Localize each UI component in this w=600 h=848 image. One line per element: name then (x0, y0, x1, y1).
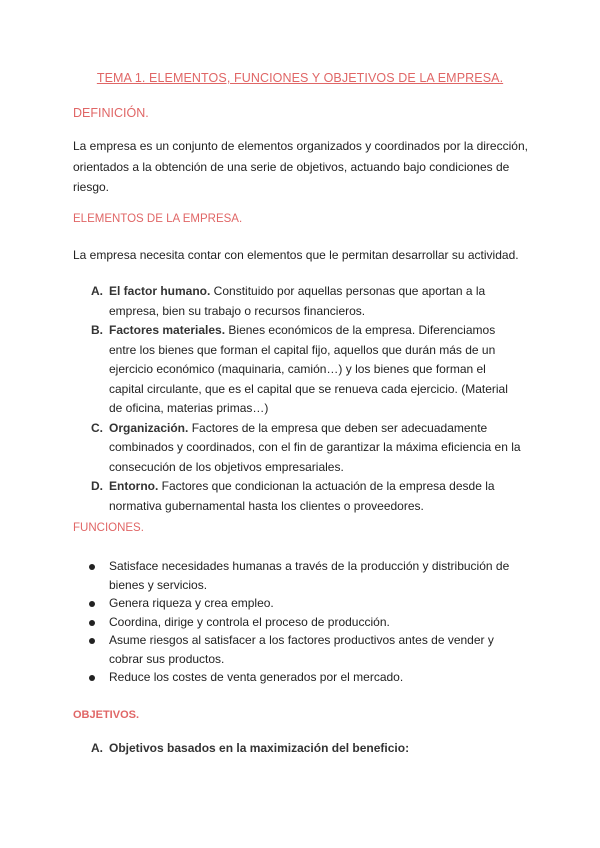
list-marker: D. (91, 479, 103, 493)
document-title: TEMA 1. ELEMENTOS, FUNCIONES Y OBJETIVOS DE LA EMPRESA. (96, 71, 504, 85)
bullet-icon (89, 675, 95, 681)
elementos-intro: La empresa necesita contar con elementos que le permitan desarrollar su actividad. (73, 248, 519, 262)
item-text: Factores que condicionan la actuación de la empresa desde la normativa gubernamental hasta los clientes o proveedores. (109, 479, 495, 513)
item-text: Genera riqueza y crea empleo. (109, 596, 274, 610)
item-term: El factor humano. (109, 284, 211, 298)
list-marker: B. (91, 323, 103, 337)
heading-definicion: DEFINICIÓN. (73, 106, 149, 120)
list-marker: A. (91, 284, 103, 298)
bullet-icon (89, 620, 95, 626)
definicion-paragraph: La empresa es un conjunto de elementos organizados y coordinados por la dirección, orientados a la obtención de una serie de objetivos, actuando bajo condiciones de riesgo. (73, 139, 528, 194)
item-text: Objetivos basados en la maximización del beneficio: (109, 741, 410, 755)
bullet-icon (89, 638, 95, 644)
list-item (73, 282, 523, 321)
list-item (73, 668, 513, 687)
list-item (73, 321, 523, 419)
list-marker: C. (91, 420, 103, 435)
item-text: Bienes económicos de la empresa. Diferenciamos entre los bienes que forman el capital fijo, aquellos que durán más de un ejercicio económico (maquinaria, camión…) y los bienes que forman el capital circulante, que es el capital que se renueva cada ejercicio. (Material de oficina, materias primas…) (109, 323, 508, 415)
list-item (73, 419, 523, 478)
bullet-icon (89, 601, 95, 607)
list-item (73, 613, 513, 632)
item-term: Factores materiales. (109, 323, 226, 337)
item-text: Asume riesgos al satisfacer a los factores productivos antes de vender y cobrar sus productos. (109, 633, 494, 666)
heading-objetivos: OBJETIVOS. (73, 709, 140, 721)
list-item (73, 477, 523, 516)
funciones-list (73, 557, 513, 687)
item-text: Satisface necesidades humanas a través de la producción y distribución de bienes y servicios. (109, 559, 510, 592)
item-text: Coordina, dirige y controla el proceso de producción. (109, 614, 390, 629)
item-term: Organización. (109, 420, 189, 435)
list-item (73, 594, 513, 613)
item-term: Entorno. (109, 479, 159, 493)
item-text: Constituido por aquellas personas que aportan a la empresa, bien su trabajo o recursos financieros. (109, 284, 486, 318)
list-item (73, 631, 513, 668)
heading-elementos: ELEMENTOS DE LA EMPRESA. (73, 213, 243, 225)
heading-funciones: FUNCIONES. (73, 522, 144, 534)
item-text: Reduce los costes de venta generados por el mercado. (109, 670, 404, 684)
bullet-icon (89, 564, 95, 570)
list-item (73, 557, 513, 594)
list-marker: A. (91, 741, 103, 755)
item-text: Factores de la empresa que deben ser adecuadamente combinados y coordinados, con el fin de garantizar la máxima eficiencia en la consecución de los objetivos empresariales. (109, 420, 521, 474)
elementos-list (73, 282, 523, 516)
